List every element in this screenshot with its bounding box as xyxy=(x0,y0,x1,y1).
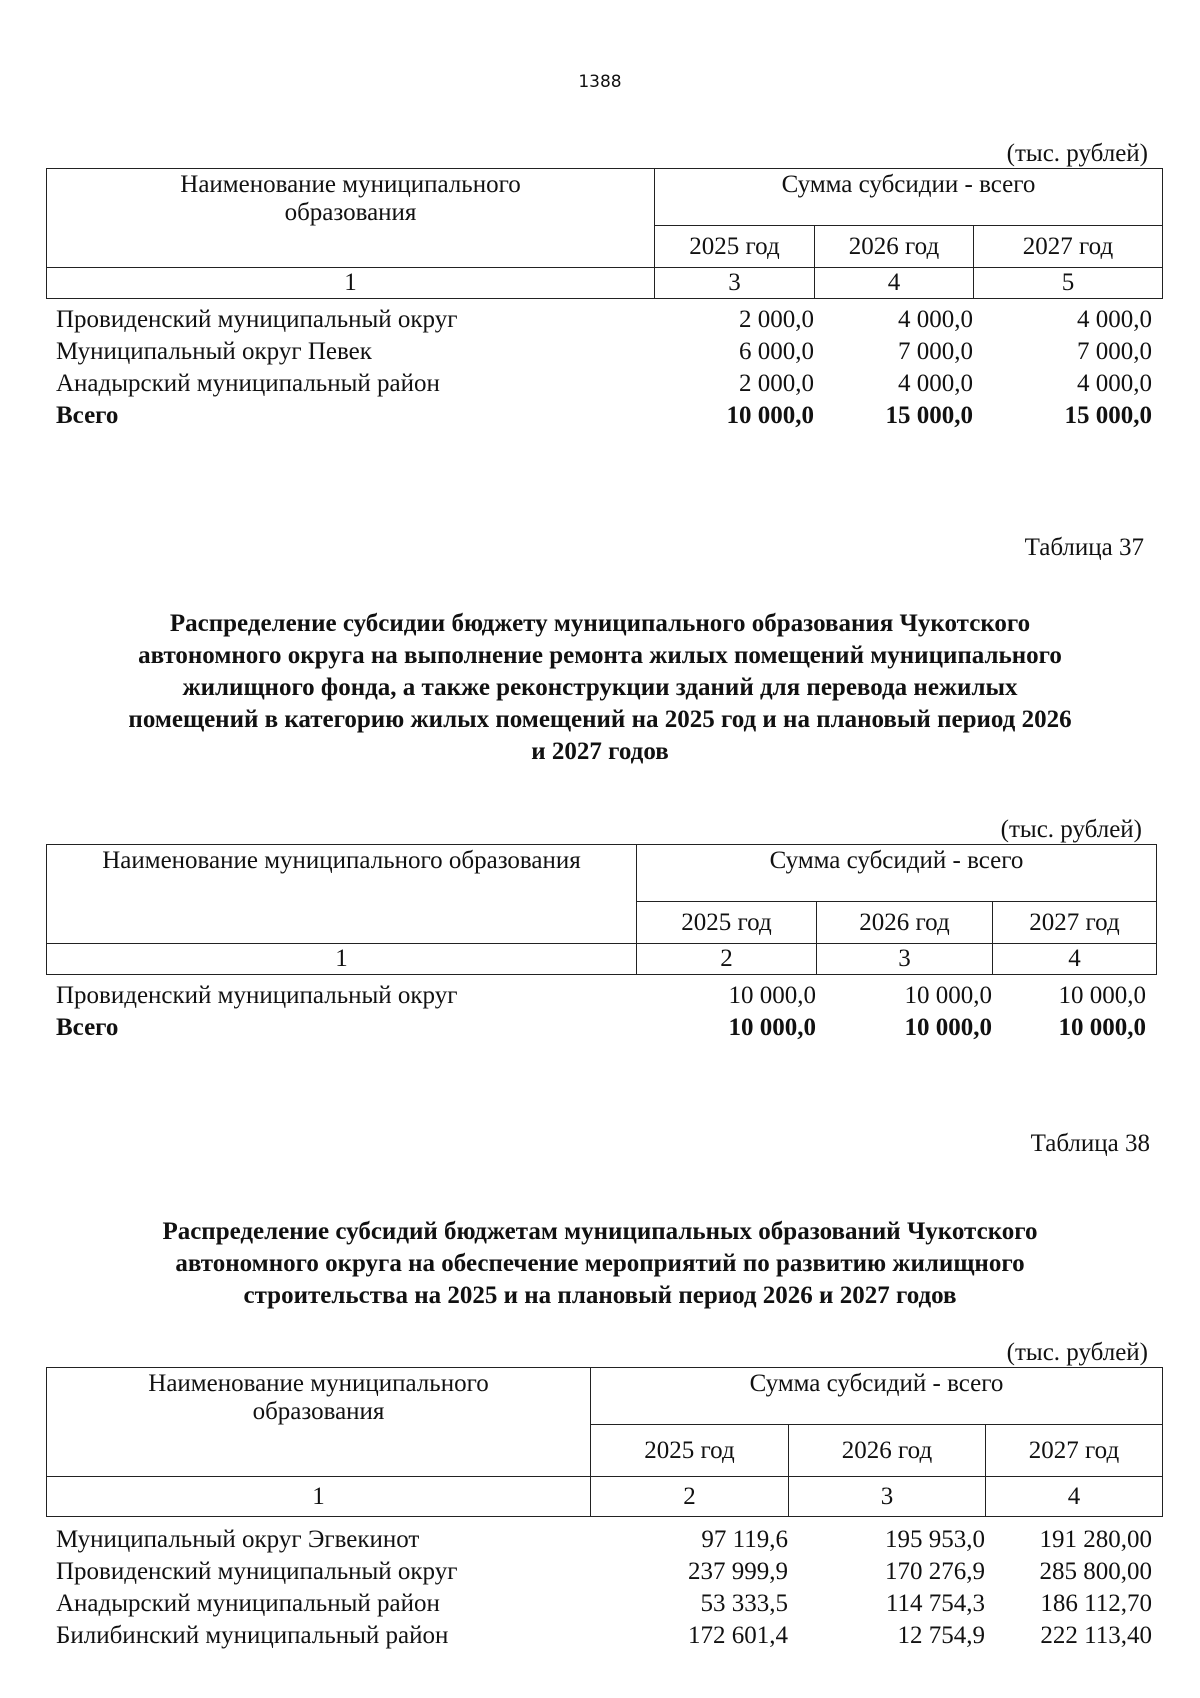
row-value-2026: 4 000,0 xyxy=(898,306,973,333)
row-value-2027: 7 000,0 xyxy=(1077,338,1152,365)
row-value-2026: 170 276,9 xyxy=(885,1558,985,1585)
row-name: Билибинский муниципальный район xyxy=(56,1622,449,1649)
header-colnum-3: 4 xyxy=(815,268,974,299)
table-row xyxy=(56,368,1152,400)
unit-label: (тыс. рублей) xyxy=(1000,816,1142,843)
header-name: Наименование муниципального образования xyxy=(180,171,521,226)
row-name: Анадырский муниципальный район xyxy=(56,370,440,397)
table-body xyxy=(56,304,1152,432)
row-value-2025: 2 000,0 xyxy=(739,306,814,333)
total-label: Всего xyxy=(56,402,119,429)
table-body xyxy=(56,980,1146,1044)
row-value-2027: 186 112,70 xyxy=(1040,1590,1152,1617)
title-line: автономного округа на обеспечение мероприятий по развитию жилищного xyxy=(175,1250,1025,1277)
table-label: Таблица 38 xyxy=(1030,1130,1150,1157)
row-value-2027: 4 000,0 xyxy=(1077,370,1152,397)
table-title xyxy=(70,1216,1130,1312)
table-header xyxy=(46,1367,1163,1517)
row-value-2025: 53 333,5 xyxy=(700,1590,788,1617)
table-row xyxy=(56,980,1146,1012)
table-row xyxy=(56,304,1152,336)
table-row xyxy=(56,1524,1152,1556)
table-body xyxy=(56,1524,1152,1652)
row-value-2026: 4 000,0 xyxy=(898,370,973,397)
header-name-cell xyxy=(47,1368,591,1477)
header-year-2027: 2027 год xyxy=(974,226,1163,268)
header-year-2025: 2025 год xyxy=(637,902,817,944)
header-colnum-1: 1 xyxy=(47,268,655,299)
total-label: Всего xyxy=(56,1014,119,1041)
table-row xyxy=(56,336,1152,368)
header-colnum-4: 5 xyxy=(974,268,1163,299)
title-line: Распределение субсидий бюджетам муниципальных образований Чукотского xyxy=(162,1218,1038,1245)
header-year-2027: 2027 год xyxy=(986,1425,1163,1477)
row-value-2026: 12 754,9 xyxy=(897,1622,985,1649)
header-colnum-4: 4 xyxy=(986,1477,1163,1517)
row-name: Анадырский муниципальный район xyxy=(56,1590,440,1617)
total-value-2027: 10 000,0 xyxy=(1058,1014,1146,1041)
title-line: и 2027 годов xyxy=(531,738,669,765)
total-value-2026: 10 000,0 xyxy=(904,1014,992,1041)
header-colnum-3: 3 xyxy=(817,944,993,975)
total-value-2026: 15 000,0 xyxy=(885,402,973,429)
table-header xyxy=(46,168,1163,299)
row-name: Провиденский муниципальный округ xyxy=(56,982,458,1009)
row-name: Муниципальный округ Певек xyxy=(56,338,372,365)
header-colnum-3: 3 xyxy=(789,1477,986,1517)
title-line: жилищного фонда, а также реконструкции зданий для перевода нежилых xyxy=(182,674,1018,701)
total-row xyxy=(56,1012,1146,1044)
title-line: строительства на 2025 и на плановый период 2026 и 2027 годов xyxy=(243,1282,957,1309)
header-colnum-1: 1 xyxy=(47,1477,591,1517)
header-year-2025: 2025 год xyxy=(655,226,815,268)
row-value-2027: 10 000,0 xyxy=(1058,982,1146,1009)
header-colnum-1: 1 xyxy=(47,944,637,975)
title-line: автономного округа на выполнение ремонта жилых помещений муниципального xyxy=(138,642,1062,669)
total-row xyxy=(56,400,1152,432)
row-value-2025: 172 601,4 xyxy=(688,1622,788,1649)
table-row xyxy=(56,1556,1152,1588)
row-value-2025: 97 119,6 xyxy=(701,1526,788,1553)
total-value-2027: 15 000,0 xyxy=(1064,402,1152,429)
row-value-2025: 2 000,0 xyxy=(739,370,814,397)
page-number: 1388 xyxy=(578,72,622,92)
table-label: Таблица 37 xyxy=(1024,534,1144,561)
row-name: Провиденский муниципальный округ xyxy=(56,306,458,333)
header-year-2025: 2025 год xyxy=(591,1425,789,1477)
row-name: Провиденский муниципальный округ xyxy=(56,1558,458,1585)
header-name: Наименование муниципального образования xyxy=(102,847,581,874)
unit-label: (тыс. рублей) xyxy=(1006,1339,1148,1366)
row-value-2027: 191 280,00 xyxy=(1039,1526,1152,1553)
table-row xyxy=(56,1620,1152,1652)
header-sum: Сумма субсидий - всего xyxy=(591,1368,1163,1425)
title-line: Распределение субсидии бюджету муниципального образования Чукотского xyxy=(169,610,1031,637)
row-value-2026: 7 000,0 xyxy=(898,338,973,365)
header-sum: Сумма субсидий - всего xyxy=(637,845,1157,902)
header-colnum-2: 2 xyxy=(637,944,817,975)
table-header xyxy=(46,844,1157,975)
row-value-2025: 6 000,0 xyxy=(739,338,814,365)
table-title xyxy=(70,608,1130,768)
header-year-2026: 2026 год xyxy=(789,1425,986,1477)
row-value-2026: 114 754,3 xyxy=(885,1590,985,1617)
header-year-2027: 2027 год xyxy=(993,902,1157,944)
row-value-2025: 237 999,9 xyxy=(688,1558,788,1585)
row-value-2027: 4 000,0 xyxy=(1077,306,1152,333)
header-year-2026: 2026 год xyxy=(817,902,993,944)
total-value-2025: 10 000,0 xyxy=(728,1014,816,1041)
row-value-2026: 195 953,0 xyxy=(885,1526,985,1553)
header-colnum-2: 2 xyxy=(591,1477,789,1517)
header-colnum-2: 3 xyxy=(655,268,815,299)
row-value-2027: 222 113,40 xyxy=(1040,1622,1152,1649)
header-sum: Сумма субсидии - всего xyxy=(655,169,1163,226)
row-name: Муниципальный округ Эгвекинот xyxy=(56,1526,420,1553)
row-value-2027: 285 800,00 xyxy=(1039,1558,1152,1585)
total-value-2025: 10 000,0 xyxy=(726,402,814,429)
row-value-2026: 10 000,0 xyxy=(904,982,992,1009)
row-value-2025: 10 000,0 xyxy=(728,982,816,1009)
header-name-cell xyxy=(47,169,655,268)
header-name-cell xyxy=(47,845,637,944)
header-colnum-4: 4 xyxy=(993,944,1157,975)
header-year-2026: 2026 год xyxy=(815,226,974,268)
header-name: Наименование муниципального образования xyxy=(148,1370,489,1425)
table-row xyxy=(56,1588,1152,1620)
title-line: помещений в категорию жилых помещений на 2025 год и на плановый период 2026 xyxy=(128,706,1072,733)
unit-label: (тыс. рублей) xyxy=(1006,140,1148,167)
